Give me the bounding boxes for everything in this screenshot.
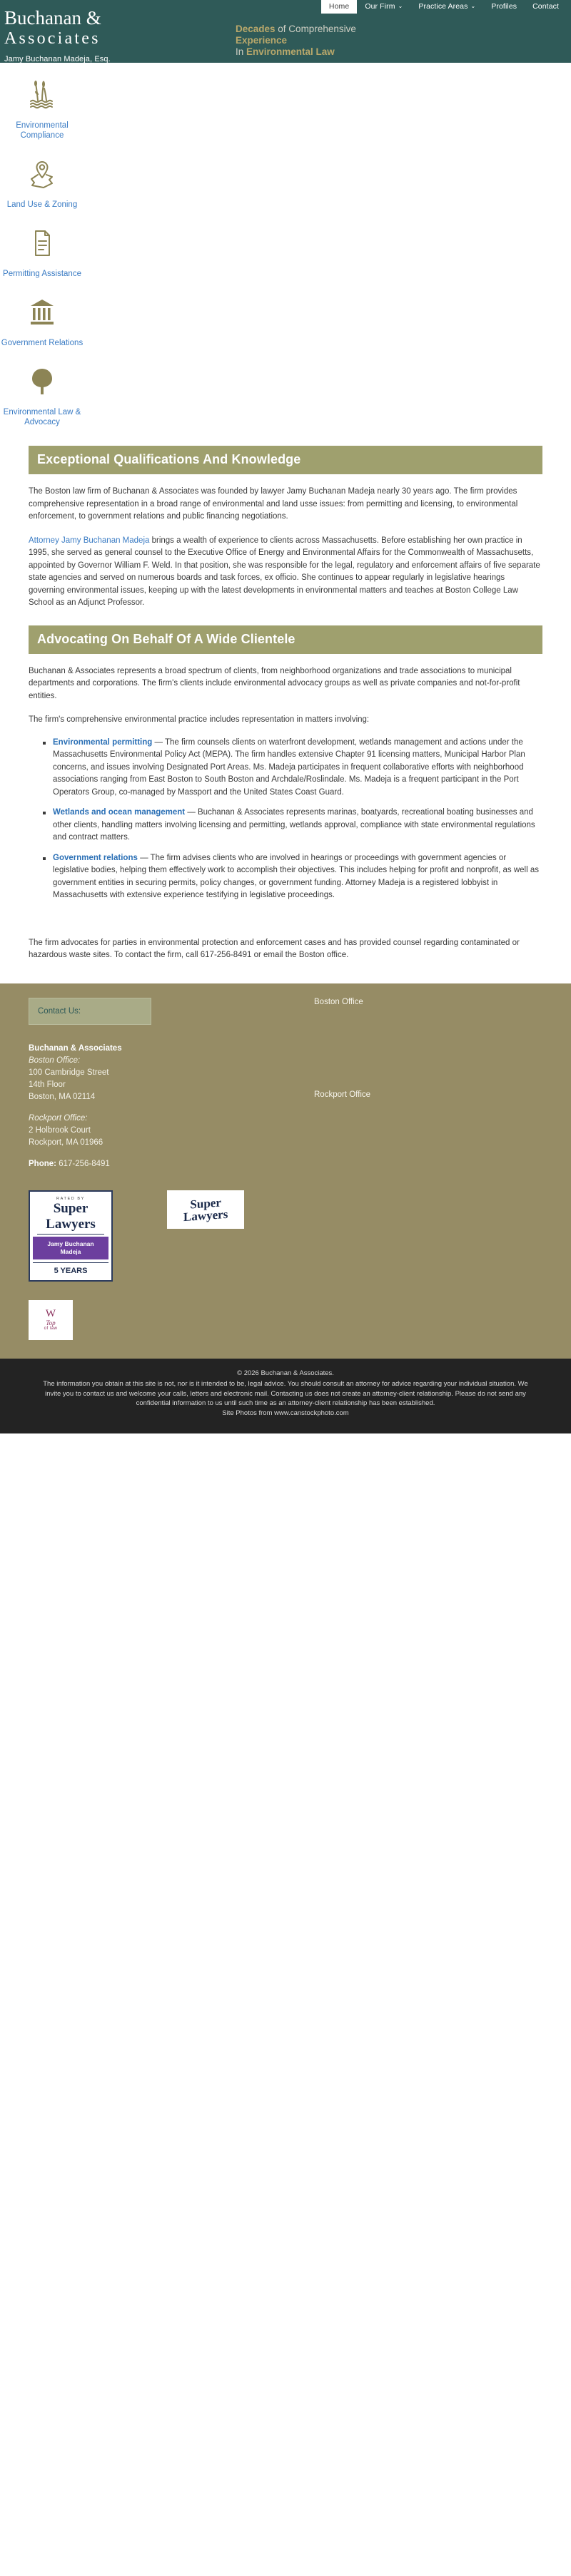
advocating-paragraph-1: Buchanan & Associates represents a broad spectrum of clients, from neighborhood organizations and trade associations to municipal departments and corporations. The firm's clients include environmental advocacy groups as well as private companies and not-for-profit entities.: [29, 666, 520, 700]
award-badges: [29, 1190, 542, 1282]
practice-bullet-term: Wetlands and ocean management: [53, 808, 186, 817]
main-content: [0, 441, 571, 962]
nav-item-our-firm[interactable]: [357, 0, 410, 14]
practice-area-label: Environmental Law & Advocacy: [3, 408, 81, 426]
footer-phone-label: Phone:: [29, 1159, 56, 1168]
brand-subtitle: Jamy Buchanan Madeja, Esq.: [4, 55, 111, 63]
advocating-closing-paragraph: The firm advocates for parties in environmental protection and enforcement cases and has provided counsel regarding contaminated or hazardous waste sites. To contact the firm, call 617-256-8491 or email the Boston office.: [29, 938, 520, 959]
badge-divider: [37, 1234, 104, 1235]
practice-area-label: Land Use & Zoning: [6, 200, 78, 209]
site-photos-credit: Site Photos from www.canstockphoto.com: [222, 1409, 349, 1417]
section-heading-advocating: Advocating On Behalf Of A Wide Clientele: [29, 625, 542, 654]
nav-item-label: Practice Areas: [418, 2, 468, 11]
practice-area-label: Environmental Compliance: [16, 121, 69, 140]
footer-rockport-office-label: Rockport Office:: [29, 1113, 88, 1123]
footer-rockport-address-2: Rockport, MA 01966: [29, 1138, 103, 1147]
footer-boston-address-3: Boston, MA 02114: [29, 1092, 96, 1101]
nav-item-label: Home: [328, 2, 350, 11]
practice-area-rail: [0, 63, 571, 441]
header-tagline: [236, 24, 356, 58]
legal-disclaimer: [0, 1359, 571, 1434]
practice-area-environmental-compliance[interactable]: [0, 71, 84, 150]
top-women-of-law-badge[interactable]: [29, 1300, 73, 1340]
footer-firm-name: Buchanan & Associates: [29, 1043, 122, 1053]
footer-boston-address-2: 14th Floor: [29, 1080, 66, 1089]
map-label-boston: Boston Office: [314, 997, 363, 1006]
map-pin-icon: [0, 156, 84, 192]
practice-area-environmental-law-advocacy[interactable]: [0, 358, 84, 437]
footer-boston-office-label: Boston Office:: [29, 1056, 81, 1065]
tagline-decades: Decades: [236, 24, 276, 34]
tagline-in: In: [236, 46, 247, 57]
super-lawyers-logo-line-2: Lawyers: [183, 1207, 228, 1224]
qualifications-paragraph-2: [29, 535, 542, 610]
brand-line-1: Buchanan &: [4, 7, 101, 29]
footer-rockport-address-1: 2 Holbrook Court: [29, 1125, 91, 1135]
practice-bullet-item: [53, 852, 542, 902]
nav-item-home[interactable]: [321, 0, 357, 14]
practice-area-permitting-assistance[interactable]: [0, 220, 84, 289]
practice-area-land-use-zoning[interactable]: [0, 150, 84, 220]
attorney-profile-link[interactable]: Attorney Jamy Buchanan Madeja: [29, 536, 150, 545]
super-lawyers-logo-line-1: Super: [190, 1195, 221, 1212]
brand-block: [4, 9, 233, 63]
copyright-text: © 2026 Buchanan & Associates.: [237, 1369, 334, 1377]
practice-bullet-text: — The firm counsels clients on waterfront development, wetlands management and actions under the Massachusetts Environmental Policy Act (MEPA). The firm handles extensive Chapter 91 licensing matters, Municipal Harbor Plan concerns, and issues involving Designated Port Areas. Ms. Madeja participates in frequent collaborative efforts with neighborhood associations ranging from East Boston to South Boston and Archdale/Roslindale. Ms. Madeja is a frequent participant in the Port Operators Group, co-managed by Massport and the United States Coast Guard.: [53, 737, 525, 797]
wetlands-reeds-icon: [0, 77, 84, 113]
badge-attorney-name-line-2: Madeja: [60, 1247, 81, 1255]
map-label-rockport: Rockport Office: [314, 1090, 371, 1099]
badge-attorney-name-line-1: Jamy Buchanan: [47, 1240, 94, 1247]
badge-years-label: 5 YEARS: [33, 1262, 108, 1277]
nav-item-label: Our Firm: [365, 2, 395, 11]
document-icon: [0, 225, 84, 261]
practice-bullet-list: [29, 737, 542, 902]
super-lawyers-logo-badge[interactable]: [167, 1190, 244, 1229]
footer-boston-address-1: 100 Cambridge Street: [29, 1068, 109, 1077]
site-footer: [0, 983, 571, 1359]
practice-bullet-item: [53, 737, 542, 799]
disclaimer-text: The information you obtain at this site is not, nor is it intended to be, legal advice. You should consult an attorney for advice regarding your individual situation. We invite you to contact us and welcome your calls, letters and electronic mail. Contacting us does not create an attorney-client relationship. Please do not send any confidential information to us until such time as an attorney-client relationship has been established.: [43, 1380, 528, 1407]
practice-area-government-relations[interactable]: [0, 289, 84, 358]
badge-rated-by-label: RATED BY: [56, 1196, 85, 1201]
practice-bullet-term: Government relations: [53, 853, 138, 862]
super-lawyers-badge[interactable]: [29, 1190, 113, 1282]
chevron-down-icon: ⌄: [470, 3, 476, 9]
tagline-comprehensive: of Comprehensive: [275, 24, 356, 34]
top-women-w-glyph: W: [45, 1308, 56, 1319]
tagline-environmental-law: Environmental Law: [246, 46, 335, 57]
chevron-down-icon: ⌄: [398, 3, 403, 9]
nav-item-label: Contact: [532, 2, 559, 11]
practice-bullet-text: — The firm advises clients who are involved in hearings or proceedings with government agencies or legislative bodies, helping them effectively work to accomplish their objectives. This includes helping for profit and nonprofit, as well as government entities in securing permits, policy changes, or government funding. Attorney Madeja is a registered lobbyist in Massachusetts with extensive experience testifying in legislative proceedings.: [53, 853, 539, 899]
practice-bullet-item: [53, 807, 542, 844]
footer-phone-number: 617-256-8491: [59, 1159, 110, 1168]
contact-us-button[interactable]: Contact Us:: [29, 998, 151, 1025]
top-women-top-label: Top: [46, 1319, 56, 1327]
qualifications-paragraph-2-rest: brings a wealth of experience to clients across Massachusetts. Before establishing her own practice in 1995, she served as general counsel to the Executive Office of Energy and Environmental Affairs for the Commonwealth of Massachusetts, appointed by Governor William F. Weld. In that position, she was responsible for the legal, regulatory and enforcement affairs of five separate state agencies and served on numerous boards and task forces, ex officio. She continues to appear regularly in legislative hearings governing environmental issues, keeping up with the latest developments in environmental matters and teaches at Boston College Law School as an Adjunct Professor.: [29, 536, 540, 607]
qualifications-paragraph-1: The Boston law firm of Buchanan & Associates was founded by lawyer Jamy Buchanan Madeja nearly 30 years ago. The firm provides comprehensive representation in a broad range of environmental and land usse issues: from permitting and licensing, to environmental enforcement, to government relations and public financing negotiations.: [29, 487, 518, 521]
top-women-sub-label: of law: [44, 1327, 58, 1331]
nav-item-contact[interactable]: [525, 0, 567, 14]
practice-bullet-term: Environmental permitting: [53, 737, 153, 747]
nav-item-label: Profiles: [491, 2, 517, 11]
site-header: [0, 0, 571, 63]
tagline-experience: Experience: [236, 35, 288, 46]
section-heading-qualifications: Exceptional Qualifications And Knowledge: [29, 446, 542, 474]
nav-item-practice-areas[interactable]: [410, 0, 483, 14]
practice-area-label: Permitting Assistance: [3, 270, 81, 278]
practice-bullet-text: — Buchanan & Associates represents marinas, boatyards, recreational boating businesses and other clients, handling matters involving licensing and permitting, wetlands approval, compliance with state environmental regulations and contract matters.: [53, 808, 535, 842]
brand-line-2: Associates: [4, 29, 101, 48]
nav-item-profiles[interactable]: [483, 0, 525, 14]
government-building-icon: [0, 295, 84, 330]
tree-icon: [0, 364, 84, 399]
badge-super-lawyers-title: Super Lawyers: [46, 1200, 96, 1232]
advocating-paragraph-2: The firm's comprehensive environmental practice includes representation in matters involving:: [29, 715, 370, 724]
practice-area-label: Government Relations: [1, 339, 84, 347]
